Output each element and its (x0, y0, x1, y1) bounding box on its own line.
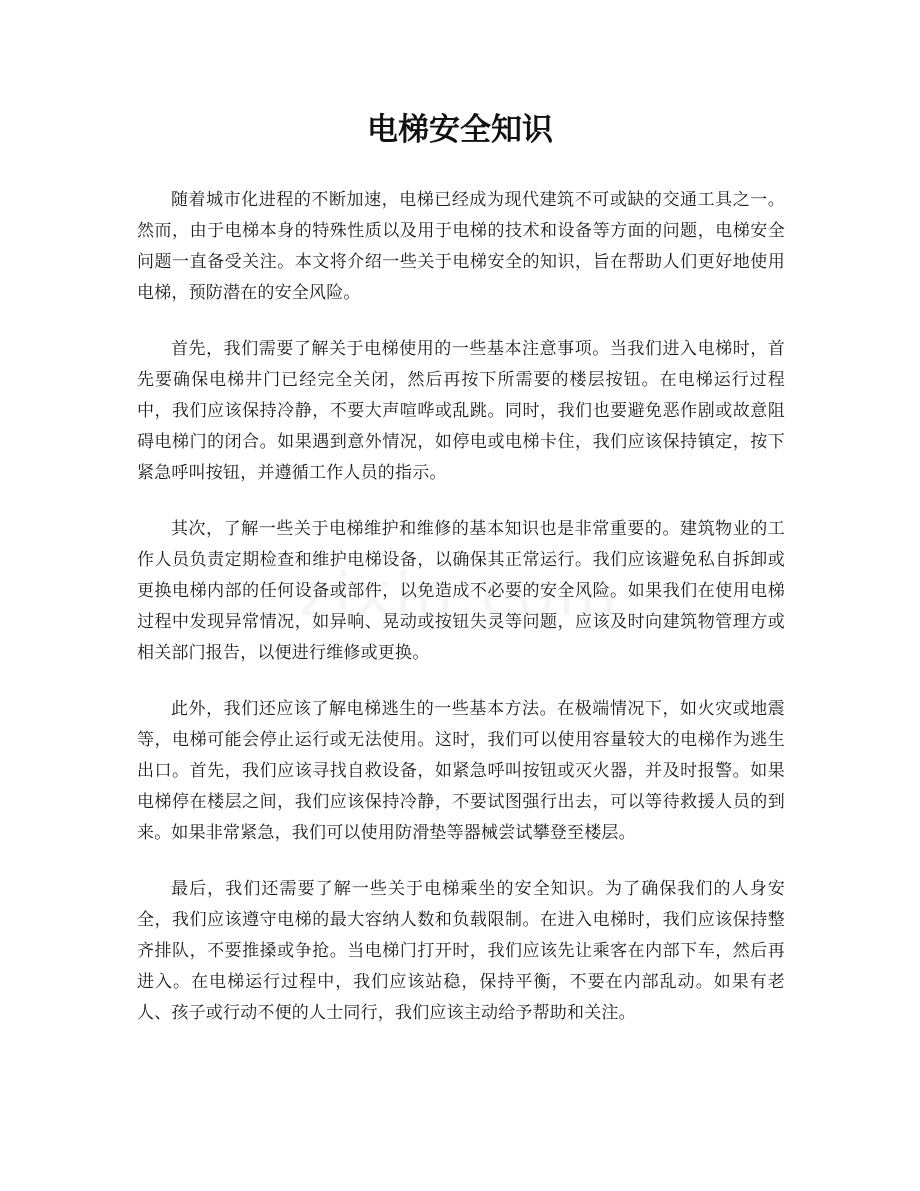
paragraph-riding: 最后，我们还需要了解一些关于电梯乘坐的安全知识。为了确保我们的人身安全，我们应该遵守电梯的最大容纳人数和负载限制。在进入电梯时，我们应该保持整齐排队，不要推搡或争抢。当电梯门打开时，我们应该先让乘客在内部下车，然后再进入。在电梯运行过程中，我们应该站稳，保持平衡，不要在内部乱动。如果有老人、孩子或行动不便的人士同行，我们应该主动给予帮助和关注。 (137, 879, 785, 1023)
page-title: 电梯安全知识 (367, 112, 553, 148)
paragraph-usage: 首先，我们需要了解关于电梯使用的一些基本注意事项。当我们进入电梯时，首先要确保电梯井门已经完全关闭，然后再按下所需要的楼层按钮。在电梯运行过程中，我们应该保持冷静，不要大声喧哗或乱跳。同时，我们也要避免恶作剧或故意阻碍电梯门的闭合。如果遇到意外情况，如停电或电梯卡住，我们应该保持镇定，按下紧急呼叫按钮，并遵循工作人员的指示。 (137, 339, 785, 483)
paragraph-intro: 随着城市化进程的不断加速，电梯已经成为现代建筑不可或缺的交通工具之一。然而，由于电梯本身的特殊性质以及用于电梯的技术和设备等方面的问题，电梯安全问题一直备受关注。本文将介绍一些关于电梯安全的知识，旨在帮助人们更好地使用电梯，预防潜在的安全风险。 (137, 190, 785, 303)
paragraph-maintenance: 其次，了解一些关于电梯维护和维修的基本知识也是非常重要的。建筑物业的工作人员负责定期检查和维护电梯设备，以确保其正常运行。我们应该避免私自拆卸或更换电梯内部的任何设备或部件，以免造成不必要的安全风险。如果我们在使用电梯过程中发现异常情况，如异响、晃动或按钮失灵等问题，应该及时向建筑物管理方或相关部门报告，以便进行维修或更换。 (137, 519, 785, 663)
paragraph-escape: 此外，我们还应该了解电梯逃生的一些基本方法。在极端情况下，如火灾或地震等，电梯可能会停止运行或无法使用。这时，我们可以使用容量较大的电梯作为逃生出口。首先，我们应该寻找自救设备，如紧急呼叫按钮或灭火器，并及时报警。如果电梯停在楼层之间，我们应该保持冷静，不要试图强行出去，可以等待救援人员的到来。如果非常紧急，我们可以使用防滑垫等器械尝试攀登至楼层。 (137, 699, 785, 843)
document-body (137, 185, 785, 1054)
